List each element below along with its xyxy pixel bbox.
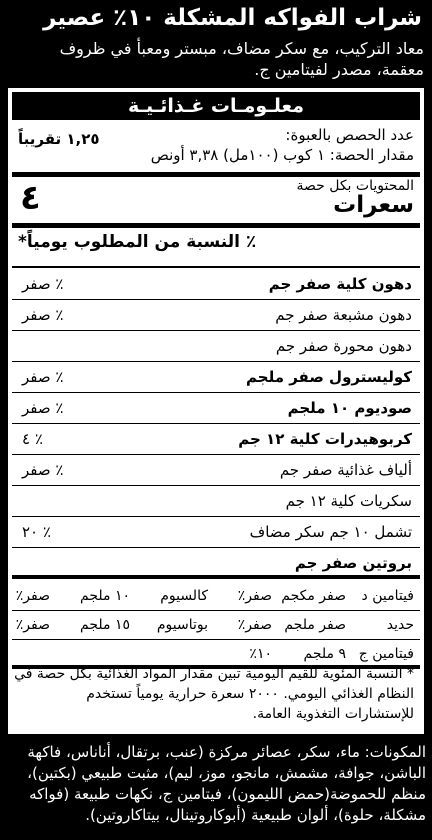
- nutrient-daily-value: صفر ٪: [22, 461, 64, 479]
- vitamin-pct: ١٠٪: [249, 646, 272, 662]
- vitamin-pct: صفر٪: [15, 588, 50, 604]
- product-title: شراب الفواكه المشكلة ١٠٪ عصير: [43, 5, 422, 31]
- nutrient-label: تشمل ١٠ جم سكر مضاف: [249, 523, 412, 541]
- product-description: معاد التركيب، مع سكر مضاف، مبستر ومعبأ في ظروف معقمة، مصدر لفيتامين ج.: [59, 39, 424, 79]
- nutrient-label: كربوهيدرات كلية ١٢ جم: [238, 430, 412, 448]
- nutrient-row: [12, 424, 420, 455]
- nutrient-row: [12, 517, 420, 548]
- calories-label: سعرات: [333, 192, 414, 218]
- nutrient-row: [12, 455, 420, 486]
- nutrient-row: [12, 269, 420, 300]
- thick-divider: [12, 223, 420, 228]
- vitamin-pct: صفر٪: [237, 617, 272, 633]
- vitamin-amount: صفر مكجم: [281, 588, 346, 604]
- nutrient-label: دهون كلية صفر جم: [268, 275, 412, 293]
- nutrient-daily-value: صفر ٪: [22, 306, 64, 324]
- nutrient-label: كوليسترول صفر ملجم: [246, 368, 412, 386]
- nutrient-row: [12, 393, 420, 424]
- serving-size: مقدار الحصة: ١ كوب (١٠٠مل) ٣,٣٨ أونص: [150, 146, 414, 164]
- vitamin-amount: ١٥ ملجم: [80, 617, 130, 633]
- nutrient-row: [12, 331, 420, 362]
- daily-value-header: ٪ النسبة من المطلوب يومياً*: [18, 232, 257, 252]
- nutrient-row: [12, 300, 420, 331]
- nutrient-label: بروتين صفر جم: [294, 554, 412, 572]
- vitamin-amount: ١٠ ملجم: [80, 588, 130, 604]
- vitamin-amount: صفر ملجم: [284, 617, 346, 633]
- contents-label: المحتويات بكل حصة: [296, 178, 414, 194]
- nutrient-row: [12, 548, 420, 579]
- nutrient-label: ألياف غذائية صفر جم: [279, 461, 412, 479]
- nutrient-daily-value: ٤ ٪: [22, 430, 43, 448]
- footnote: * النسبة المئوية للقيم اليومية تبين مقدار المواد الغذائية بكل حصة في النظام الغذائي اليومي. ٢٠٠٠ سعرة حرارية يومياً تستخدم للإستشارات التغذوية العامة.: [14, 666, 414, 722]
- servings-label: عدد الحصص بالعبوة:: [285, 126, 414, 144]
- vitamin-name: بوتاسيوم: [156, 617, 208, 633]
- nutrient-daily-value: صفر ٪: [22, 275, 64, 293]
- vitamin-pct: صفر٪: [15, 617, 50, 633]
- vitamin-pct: صفر٪: [237, 588, 272, 604]
- nutrient-daily-value: ٢٠ ٪: [22, 523, 51, 541]
- nutrition-heading: معلـومـات غـذائـيـة: [12, 92, 420, 120]
- vitamin-name: حديد: [386, 617, 414, 633]
- nutrition-facts-panel: [8, 88, 424, 734]
- nutrient-label: دهون محورة صفر جم: [275, 337, 412, 355]
- vitamin-name: كالسيوم: [160, 588, 208, 604]
- nutrient-label: دهون مشبعة صفر جم: [275, 306, 412, 324]
- vitamin-row: [12, 583, 420, 611]
- vitamin-name: فيتامين ج: [358, 646, 414, 662]
- divider: [12, 266, 420, 268]
- nutrient-row: [12, 486, 420, 517]
- servings-value: ١,٢٥ تقريباً: [18, 130, 100, 148]
- vitamin-row: [12, 612, 420, 640]
- calories-value: ٤: [20, 178, 41, 218]
- nutrient-label: سكريات كلية ١٢ جم: [285, 492, 412, 510]
- nutrient-daily-value: صفر ٪: [22, 399, 64, 417]
- nutrient-row: [12, 362, 420, 393]
- ingredients: المكونات: ماء، سكر، عصائر مركزة (عنب، برتقال، أناناس، فاكهة الباشن، جوافة، مشمش، مانجو، موز، ليم)، مثبت طبيعي (بكتين)، منظم للحموضة(حمض الليمون)، فيتامين ج، نكهات طبيعة (فواكه مشكلة، حلوة)، ألوان طبيعية (أبوكاروتينال، بيتاكاروتين).: [27, 743, 426, 824]
- thick-divider: [12, 172, 420, 177]
- vitamin-amount: ٩ ملجم: [303, 646, 346, 662]
- nutrient-label: صوديوم ١٠ ملجم: [287, 399, 412, 417]
- vitamin-name: فيتامين د: [361, 588, 414, 604]
- nutrient-daily-value: صفر ٪: [22, 368, 64, 386]
